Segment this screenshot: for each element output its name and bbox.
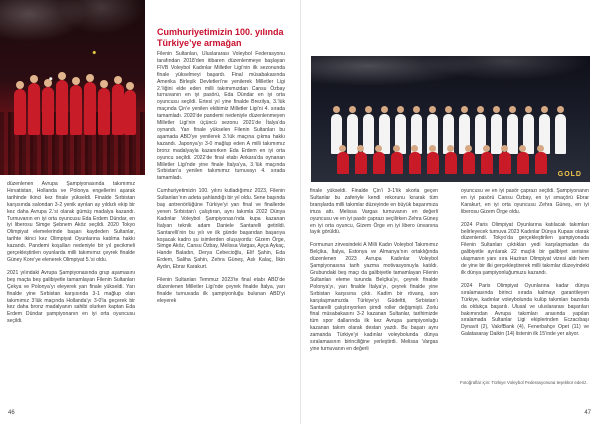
trophy-celebration-photo xyxy=(311,56,590,182)
left-body-column-1 xyxy=(7,181,135,331)
paragraph: Filenin Sultanları Temmuz 2023’te final etabı ABD’de düzenlenen Milletler Ligi’nde çeyrek finalde İtalya, yarı finalde turnuvada ilk şampiyonluğu bulunan ABD’yi eleyerek xyxy=(157,277,285,304)
article-heading: Cumhuriyetimizin 100. yılında Türkiye’ye armağan xyxy=(157,27,284,48)
front-row-players xyxy=(337,148,564,174)
court-sign: GOLD xyxy=(557,171,582,178)
paragraph: Cumhuriyetimizin 100. yılını kutladığımız 2023, Filenin Sultanları’nın adeta şahlandığı bir yıl oldu. Sene başında baş antrenörlüğüne Türkiye’yi yarı final ve finallerde yenen Sırbistan’ı çalıştıran, aynı takımla 2022 Dünya Kadınlar Voleybol Şampiyonası’nda kupa kazanan İtalyan teknik adam Daniele Santarelli getirildi. Santarelli’nin bu yılı ve ilk günde başarıdan başarıya koşacak kadro şu isimlerden oluşuyordu: Gizem Örge, Simge Aköz, Cansu Özbay, Melissa Vargas, Ayça Aykaç, Hande Baladın, Derya Cebecioğlu, Elif Şahin, Eda Erdem, Saliha Şahin, Zehra Güneş, Aslı Kalaç, İlkin Aydın, Ebrar Karakurt. xyxy=(157,188,285,271)
stage-lights xyxy=(311,56,590,106)
page-number: 46 xyxy=(8,410,15,416)
paragraph: 2024 Paris Olimpiyat Oyunlarına kadar dünya sıralamasında birinci sırada kalmayı garantileyen Türkiye, kadınlar voleybolunda kulüp takımları bazında da oldukça başarılı. Ulusal ve uluslararası başarıları bakımından Avrupa takımları arasında yapılan sıralamada Sultanlar Ligi ekiplerinden Eczacıbaşı Dynavit (2), VakıfBank (4), Fenerbahçe Opet (11) ve Galatasaray Daikin (14) listenin ilk 15’inde yer alıyor. xyxy=(461,282,589,338)
paragraph: Formunun zirvesindeki A Milli Kadın Voleybol Takımımız Belçika, İtalya, Estonya ve Almanya’nın ortaklığında düzenlenen 2023 Avrupa Kadınlar Voleybol Şampiyonasına tarih yazma motivasyonuyla katıldı. Grubundaki beş maçı da galibiyetle tamamlayan Filenin Sultanları eleme turunda Belçika’yı, çeyrek finalde Polonya’yı, yarı finalde İtalya’yı, çeyrek finalde yine Sırbistan karşısına çıktı. Kadim bir rövanş, son karşılaşmamızda Türkiye’yi Güdeltti, Sırbistan’ı Santarelli çalıştırıyorken şimdi roller değişmişti. Zorlu final müsabakasını 3-2 kazanan Sultanlar, tarihimizde tüm spor dallarında ilk kez Avrupa şampiyonluğu kazanan takım olarak destan yazdı. Bu başarı aynı zamanda Türkiye’yi kadınlar voleybolunda dünya sıralamasının birinciliğine yerleştirdi. Melissa Vargas yine turnuvanın en değerli xyxy=(310,242,438,352)
players-group xyxy=(10,75,135,135)
page-number: 47 xyxy=(584,410,591,416)
right-body-column-1 xyxy=(310,188,438,359)
photo-credit-caption: Fotoğraflar için: Türkiye Voleybol Federasyonuna teşekkür ederiz. xyxy=(460,380,588,385)
paragraph: düzenlenen Avrupa Şampiyonasında takımımız Hırvatistan, Hollanda ve Polonya engellerini aşarak tarihinde ikinci kez finale yükseldi. Finalde Sırbistan karşısında salondan 3-2 yenik ayrılan ay yıldızlı ekip bir kez daha Avrupa 2.’si olarak gümüş madalya kazandı. Turnuvanın en iyi orta oyuncusu Eda Erdem Dündar, en iyi liberosu Simge Şebnem Aköz seçildi. 2020 Tokyo Olimpiyat elemelerinde başarı kaydeden Sultanlar, tarihte ikinci kez Olimpiyat Oyunlarına katılma hakkı kazandı. Pandemi koşulları nedeniyle bir yıl gecikmeli gerçekleştirilen oyunlarda milli takımımız çeyrek finalde Güney Kore’ye elenerek Olimpiyat 5.’si oldu. xyxy=(7,181,135,263)
right-page xyxy=(300,0,600,424)
paragraph: Filenin Sultanları, Uluslararası Voleybol Federasyonu tarafından 2018’den itibaren düzenlenmeye başlayan FIVB Voleybol Kadınlar Milletler Ligi’nin ilk sezonunda finale yükselmeyi başardı. Final müsabakasında Amerika Birleşik Devletleri’ne yenilerek Milletler Ligi 2.’liğini elde eden milli takımımızdan Cansu Özbay turnuvanın en iyi pasörü, Eda Dündar en iyi orta oyuncusu seçildi. Ertesi yıl yine finalde Brezilya, 3.’lük maçında Çin’e yenilen ekibimiz Milletler Ligi’ni 4. sırada tamamladı. 2020’de pandemi nedeniyle düzenlenmeyen Milletler Ligi’nin üçüncü sezonu 2021’de İtalya’da oynandı. Yarı finale yükselen Filenin Sultanları bu aşamada ABD’ye yenilerek 3.’lük maçına çıkma hakkı kazandı. Japonya’yı 3-0 mağlup eden A milli takımımız bronz madalyayla kazanırken Eda Erdem en iyi orta oyuncu seçildi. 2022’de final etabı Ankara’da oynanan Milletler Ligi’nde yine finale İtalya’ya, 3.’lük maçında Sırbistan’a yenilen takımımız turnuvayı 4. sırada tamamladı. xyxy=(157,51,285,182)
team-celebration-photo xyxy=(0,0,145,175)
paragraph: 2024 Paris Olimpiyat Oyunlarına katılacak takımları belirleyecek turnuva 2023 Kadınlar Dünya Kupası olarak düzenlendi. Tokyo’da gerçekleştirilen şampiyonada Filenin Sultanları çıktıkları yedi karşılaşmadan da galibiyetle ayrılarak 22 maçlık bir galibiyet serisine ulaşmanın yanı sıra Haziran Olimpiyat vizesi aldı hem de yine bir ilki gerçekleştirerek milli takımlar düzeyindeki ilk dünya şampiyonluğumuzu kazandı. xyxy=(461,221,589,276)
left-body-column-2 xyxy=(157,51,285,311)
paragraph: oyuncusu ve en iyi pasör çaprazı seçildi. Şampiyonanın en iyi pasörü Cansu Özbay, en iyi smaçörü Ebrar Karakurt, en iyi orta oyuncusu Zehra Güneş, en iyi liberosu Gizem Örge oldu. xyxy=(461,188,589,215)
paragraph: finale yükseldi. Finalde Çin’i 3-1’lik skorla geçen Sultanlar bu zaferiyle kendi rekorunu kırarak tüm branşlarda milli takımlar düzeyinde en büyük başarımıza imza attı. Melissa Vargas turnuvanın en değerli oyuncusu ve en iyi pasör çaprazı seçilirken Zehra Güneş en iyi orta oyuncu, Gizem Örge en iyi libero ünvanına layık görüldü. xyxy=(310,188,438,236)
right-body-column-2 xyxy=(461,188,589,344)
paragraph: 2021 yılındaki Avrupa Şampiyonasında grup aşamasını beş maçta beş galibiyetle tamamlayan Filenin Sultanları Çekya ve Polonya’yı eleyerek yarı finale yükseldi. Yarı finalde yine Sırbistan karşısında 3-1 mağlup olan takımımız 3’lük maçında Hollanda’yı 3-0’la geçerek bir kez daha bronz madalyanın sahibi olurken kaptan Eda Erdem Dündar şampiyonanın en iyi orta oyuncusu seçildi. xyxy=(7,269,135,325)
